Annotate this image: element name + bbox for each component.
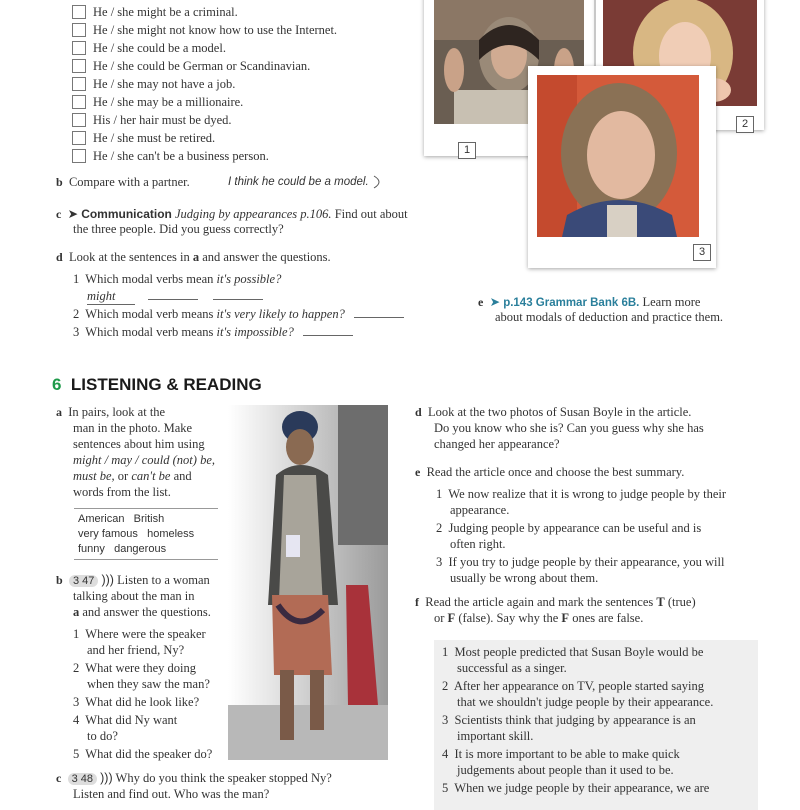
audio-icon: ))) bbox=[100, 771, 113, 785]
question-text: it's very likely to happen? bbox=[216, 307, 345, 321]
exercise-text: Read the article again and mark the sentences bbox=[425, 595, 654, 609]
exercise-letter: e bbox=[478, 295, 484, 309]
audio-track-badge[interactable]: 3 48 bbox=[68, 773, 97, 785]
statement-text: that we shouldn't judge people by their appearance. bbox=[457, 695, 714, 709]
checkbox[interactable] bbox=[72, 149, 86, 163]
exercise-text: Listen and find out. Who was the man? bbox=[73, 787, 270, 801]
audio-icon: ))) bbox=[101, 573, 114, 587]
checkbox[interactable] bbox=[72, 23, 86, 37]
photo-number: 2 bbox=[736, 116, 754, 133]
statement-text: important skill. bbox=[457, 729, 534, 743]
polaroid-photo-3 bbox=[528, 66, 716, 268]
question-text: to do? bbox=[87, 729, 118, 743]
exercise-letter: c bbox=[56, 771, 62, 785]
exercise-f bbox=[415, 595, 696, 610]
option-text: If you try to judge people by their appearance, you will bbox=[448, 555, 725, 569]
exercise-text: the three people. Did you guess correctly? bbox=[73, 222, 284, 236]
exercise-text: (true) bbox=[667, 595, 696, 609]
tf-statement[interactable] bbox=[442, 747, 680, 762]
checklist-item[interactable] bbox=[72, 58, 310, 74]
checkbox[interactable] bbox=[72, 77, 86, 91]
answer-blank-filled[interactable]: might bbox=[87, 289, 135, 305]
tf-statement[interactable] bbox=[442, 679, 704, 694]
word-list-line: funny dangerous bbox=[78, 543, 167, 555]
exercise-text-line bbox=[73, 605, 211, 620]
section-heading bbox=[52, 375, 262, 395]
communication-ref[interactable]: Judging by appearances p.106. bbox=[174, 207, 332, 221]
statement-text: successful as a singer. bbox=[457, 661, 567, 675]
question-number: 3 bbox=[73, 695, 80, 709]
option-text: Judging people by appearance can be useful and is bbox=[448, 521, 702, 535]
statement-text: Most people predicted that Susan Boyle would be bbox=[454, 645, 704, 659]
exercise-text: Compare with a partner. bbox=[68, 175, 190, 189]
exercise-e-grammar bbox=[478, 294, 700, 310]
exercise-letter: d bbox=[56, 250, 63, 264]
question-text: when they saw the man? bbox=[87, 677, 210, 691]
checklist-text: He / she might be a criminal. bbox=[93, 4, 238, 19]
question bbox=[73, 627, 206, 642]
exercise-letter: e bbox=[415, 465, 421, 479]
exercise-text: and answer the questions. bbox=[82, 605, 211, 619]
checklist-text: He / she might not know how to use the Internet. bbox=[93, 22, 338, 37]
question-text: What did he look like? bbox=[85, 695, 200, 709]
summary-option[interactable] bbox=[436, 521, 701, 536]
option-number: 2 bbox=[436, 521, 443, 535]
question-number: 3 bbox=[73, 325, 80, 339]
question-3 bbox=[73, 325, 353, 340]
exercise-text: Look at the sentences in bbox=[68, 250, 190, 264]
checklist-text: He / she may be a millionaire. bbox=[93, 94, 244, 109]
question-number: 1 bbox=[73, 272, 80, 286]
question-text: it's possible? bbox=[216, 272, 282, 286]
checklist-item[interactable] bbox=[72, 4, 238, 20]
exercise-text: Why do you think the speaker stopped Ny? bbox=[115, 771, 332, 785]
question-number: 1 bbox=[73, 627, 80, 641]
exercise-text: Do you know who she is? Can you guess why she has bbox=[434, 421, 704, 435]
exercise-letter: b bbox=[56, 175, 63, 189]
answer-blank[interactable] bbox=[213, 289, 263, 300]
exercise-b bbox=[56, 175, 190, 190]
statement-number: 1 bbox=[442, 645, 449, 659]
checklist-item[interactable] bbox=[72, 76, 235, 92]
exercise-letter: c bbox=[56, 207, 62, 221]
word-list-line: American British bbox=[78, 513, 165, 525]
exercise-letter: f bbox=[415, 595, 419, 609]
exercise-text: Look at the two photos of Susan Boyle in the article. bbox=[427, 405, 692, 419]
exercise-ref: a bbox=[192, 250, 200, 264]
statement-text: When we judge people by their appearance, we are bbox=[454, 781, 710, 795]
statement-number: 3 bbox=[442, 713, 449, 727]
question-text: Where were the speaker bbox=[85, 627, 206, 641]
answer-blanks bbox=[87, 289, 263, 305]
exercise-text: about modals of deduction and practice them. bbox=[495, 310, 724, 324]
checklist-item[interactable] bbox=[72, 22, 337, 38]
option-number: 1 bbox=[436, 487, 443, 501]
option-text: We now realize that it is wrong to judge people by their bbox=[448, 487, 727, 501]
checklist-text: He / she can't be a business person. bbox=[93, 148, 269, 163]
checklist-item[interactable] bbox=[72, 148, 269, 164]
question-text: Which modal verb means bbox=[85, 307, 214, 321]
exercise-b-listen bbox=[56, 573, 210, 588]
checklist-item[interactable] bbox=[72, 40, 226, 56]
statement-text: Scientists think that judging by appearance is an bbox=[454, 713, 696, 727]
statement-number: 4 bbox=[442, 747, 449, 761]
summary-option[interactable] bbox=[436, 487, 726, 502]
exercise-letter: a bbox=[56, 405, 62, 419]
exercise-text-line bbox=[434, 611, 643, 626]
speech-bubble-icon bbox=[372, 174, 386, 190]
checklist-item[interactable] bbox=[72, 94, 243, 110]
word-list bbox=[74, 508, 218, 560]
exercise-letter: b bbox=[56, 573, 63, 587]
question bbox=[73, 713, 177, 728]
exercise-text: Listen to a woman bbox=[117, 573, 210, 587]
checklist-text: He / she could be a model. bbox=[93, 40, 226, 55]
arrow-icon: ➤ bbox=[67, 207, 79, 221]
exercise-text: might / may / could (not) be, bbox=[73, 453, 215, 467]
exercise-text: and bbox=[173, 469, 192, 483]
example-speech-bubble bbox=[228, 174, 386, 190]
photo-man-walking bbox=[228, 405, 388, 760]
exercise-text: man in the photo. Make bbox=[73, 421, 193, 435]
example-text: I think he could be a model. bbox=[228, 176, 369, 189]
exercise-text: F bbox=[447, 611, 456, 625]
question-number: 4 bbox=[73, 713, 80, 727]
exercise-d bbox=[56, 250, 331, 265]
question-number: 2 bbox=[73, 661, 80, 675]
checklist-item[interactable] bbox=[72, 112, 232, 128]
option-number: 3 bbox=[436, 555, 443, 569]
checkbox[interactable] bbox=[72, 95, 86, 109]
option-text: appearance. bbox=[450, 503, 510, 517]
checkbox[interactable] bbox=[72, 5, 86, 19]
checklist-text: His / her hair must be dyed. bbox=[93, 112, 232, 127]
question bbox=[73, 661, 196, 676]
exercise-letter: d bbox=[415, 405, 422, 419]
statement-number: 2 bbox=[442, 679, 449, 693]
exercise-text: talking about the man in bbox=[73, 589, 195, 603]
statement-text: judgements about people than it used to be. bbox=[457, 763, 674, 777]
tf-statement[interactable] bbox=[442, 713, 696, 728]
checkbox[interactable] bbox=[72, 131, 86, 145]
exercise-text: ones are false. bbox=[572, 611, 644, 625]
question bbox=[73, 747, 212, 762]
question-2 bbox=[73, 307, 404, 322]
exercise-c bbox=[56, 206, 408, 222]
option-text: often right. bbox=[450, 537, 506, 551]
exercise-text: and answer the questions. bbox=[202, 250, 331, 264]
tf-statement[interactable] bbox=[442, 645, 703, 660]
option-text: usually be wrong about them. bbox=[450, 571, 599, 585]
section-title: LISTENING & READING bbox=[70, 375, 262, 394]
exercise-e-right bbox=[415, 465, 684, 480]
grammar-bank-link[interactable]: p.143 Grammar Bank 6B. bbox=[503, 297, 640, 309]
exercise-text-line bbox=[73, 469, 192, 484]
answer-blank[interactable] bbox=[354, 307, 404, 318]
word-list-line: very famous homeless bbox=[78, 528, 195, 540]
exercise-text: F bbox=[561, 611, 570, 625]
exercise-ref: a bbox=[73, 605, 80, 619]
answer-blank[interactable] bbox=[148, 289, 198, 300]
checkbox[interactable] bbox=[72, 59, 86, 73]
question-text: and her friend, Ny? bbox=[87, 643, 185, 657]
checkbox[interactable] bbox=[72, 113, 86, 127]
exercise-text: words from the list. bbox=[73, 485, 171, 499]
exercise-text: Learn more bbox=[642, 295, 701, 309]
exercise-text: changed her appearance? bbox=[434, 437, 560, 451]
exercise-text: Read the article once and choose the best summary. bbox=[426, 465, 685, 479]
statement-number: 5 bbox=[442, 781, 449, 795]
exercise-text: must be, bbox=[73, 469, 115, 483]
checklist-item[interactable] bbox=[72, 130, 215, 146]
question-text: What did Ny want bbox=[85, 713, 178, 727]
answer-blank[interactable] bbox=[303, 325, 353, 336]
tf-statement[interactable] bbox=[442, 781, 709, 796]
audio-track-badge[interactable]: 3 47 bbox=[69, 575, 98, 587]
exercise-text: T bbox=[656, 595, 665, 609]
exercise-a bbox=[56, 405, 165, 420]
question-text: What did the speaker do? bbox=[85, 747, 213, 761]
question-1 bbox=[73, 272, 281, 287]
checkbox[interactable] bbox=[72, 41, 86, 55]
question-text: Which modal verb means bbox=[85, 325, 214, 339]
question bbox=[73, 695, 199, 710]
exercise-text: or bbox=[434, 611, 445, 625]
statement-text: It is more important to be able to make quick bbox=[454, 747, 680, 761]
exercise-text: sentences about him using bbox=[73, 437, 205, 451]
exercise-text: can't be bbox=[131, 469, 171, 483]
question-text: Which modal verbs mean bbox=[85, 272, 214, 286]
summary-option[interactable] bbox=[436, 555, 724, 570]
section-number: 6 bbox=[52, 375, 62, 394]
question-number: 2 bbox=[73, 307, 80, 321]
checklist-text: He / she could be German or Scandinavian. bbox=[93, 58, 311, 73]
exercise-d-right bbox=[415, 405, 691, 420]
photo-number: 1 bbox=[458, 142, 476, 159]
exercise-text: or bbox=[117, 469, 129, 483]
communication-label: Communication bbox=[81, 207, 172, 221]
exercise-c-listen bbox=[56, 771, 332, 786]
checklist-text: He / she may not have a job. bbox=[93, 76, 236, 91]
question-text: it's impossible? bbox=[216, 325, 294, 339]
arrow-icon: ➤ bbox=[489, 295, 501, 309]
exercise-text: (false). Say why the bbox=[458, 611, 559, 625]
statement-text: After her appearance on TV, people started saying bbox=[453, 679, 704, 693]
photo-number: 3 bbox=[693, 244, 711, 261]
checklist-text: He / she must be retired. bbox=[93, 130, 216, 145]
exercise-text: In pairs, look at the bbox=[68, 405, 166, 419]
question-number: 5 bbox=[73, 747, 80, 761]
exercise-text: Find out about bbox=[334, 207, 408, 221]
question-text: What were they doing bbox=[85, 661, 197, 675]
photo-older-woman bbox=[537, 75, 699, 237]
